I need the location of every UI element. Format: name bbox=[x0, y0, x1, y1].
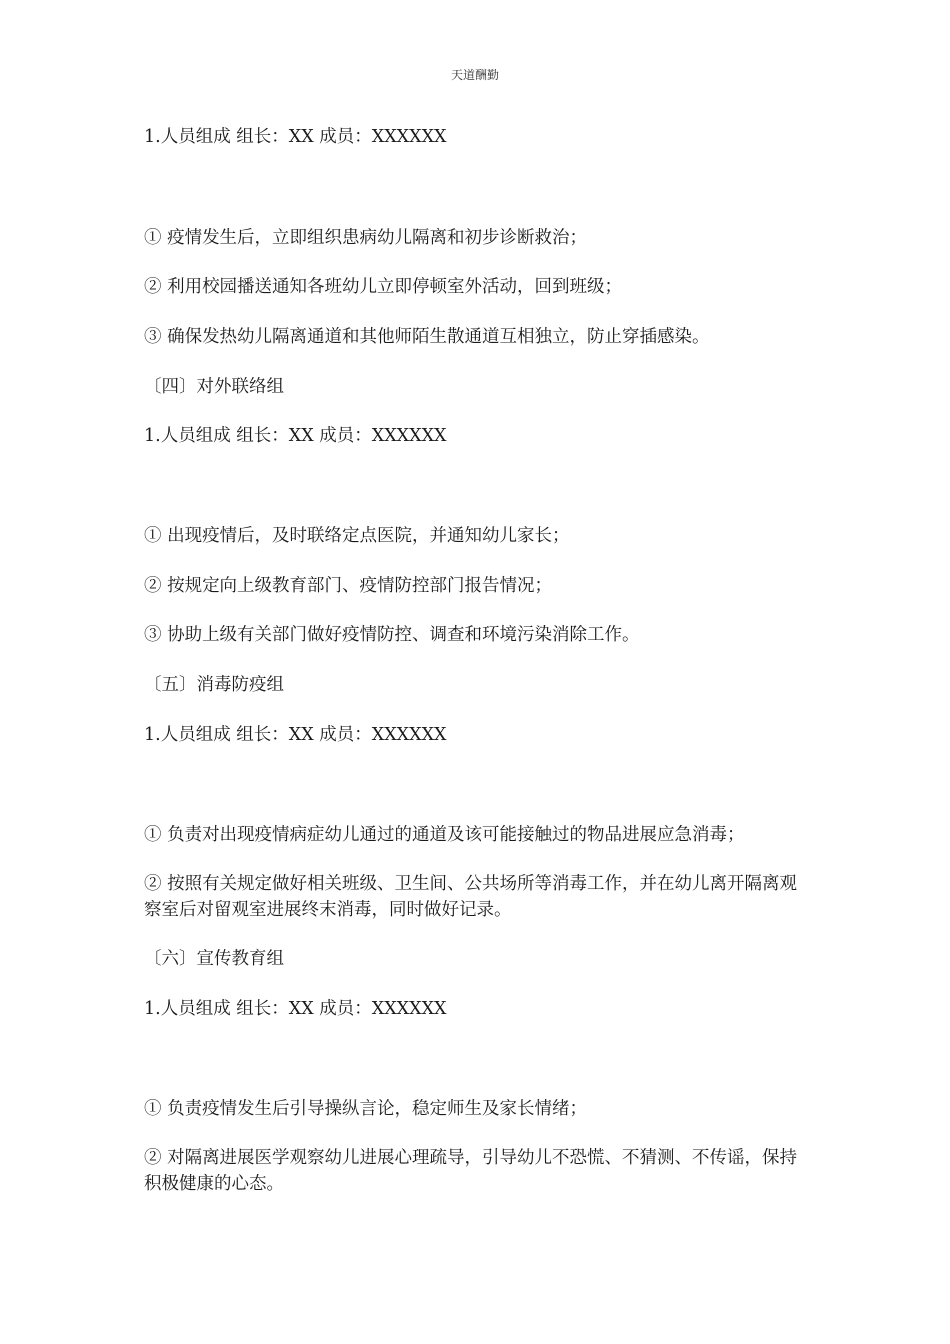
duty-item-9: ① 负责疫情发生后引导操纵言论，稳定师生及家长情绪； bbox=[144, 1099, 588, 1119]
section-heading-5: 〔五〕消毒防疫组 bbox=[144, 675, 284, 695]
duty-item-3: ③ 确保发热幼儿隔离通道和其他师陌生散通道互相独立，防止穿插感染。 bbox=[144, 327, 710, 347]
duty-item-8: ② 按照有关规定做好相关班级、卫生间、公共场所等消毒工作，并在幼儿离开隔离观察室后对留观室进展终末消毒，同时做好记录。 bbox=[144, 874, 798, 920]
personnel-line-2: 1.人员组成 组长：XX 成员：XXXXXX bbox=[144, 426, 447, 446]
duty-item-5: ② 按规定向上级教育部门、疫情防控部门报告情况； bbox=[144, 576, 553, 596]
duty-item-10: ② 对隔离进展医学观察幼儿进展心理疏导，引导幼儿不恐慌、不猜测、不传谣，保持积极健康的心态。 bbox=[144, 1148, 798, 1194]
section-heading-6: 〔六〕宣传教育组 bbox=[144, 949, 284, 969]
duty-item-6: ③ 协助上级有关部门做好疫情防控、调查和环境污染消除工作。 bbox=[144, 625, 640, 645]
section-heading-4: 〔四〕对外联络组 bbox=[144, 377, 284, 397]
personnel-line-3: 1.人员组成 组长：XX 成员：XXXXXX bbox=[144, 725, 447, 745]
personnel-line-1: 1.人员组成 组长：XX 成员：XXXXXX bbox=[144, 127, 447, 147]
personnel-line-4: 1.人员组成 组长：XX 成员：XXXXXX bbox=[144, 999, 447, 1019]
duty-item-2: ② 利用校园播送通知各班幼儿立即停顿室外活动，回到班级； bbox=[144, 277, 623, 297]
page-header: 天道酬勤 bbox=[450, 68, 499, 82]
duty-item-1: ① 疫情发生后，立即组织患病幼儿隔离和初步诊断救治； bbox=[144, 228, 588, 248]
duty-item-4: ① 出现疫情后，及时联络定点医院，并通知幼儿家长； bbox=[144, 526, 570, 546]
duty-item-7: ① 负责对出现疫情病症幼儿通过的通道及该可能接触过的物品进展应急消毒； bbox=[144, 825, 745, 845]
